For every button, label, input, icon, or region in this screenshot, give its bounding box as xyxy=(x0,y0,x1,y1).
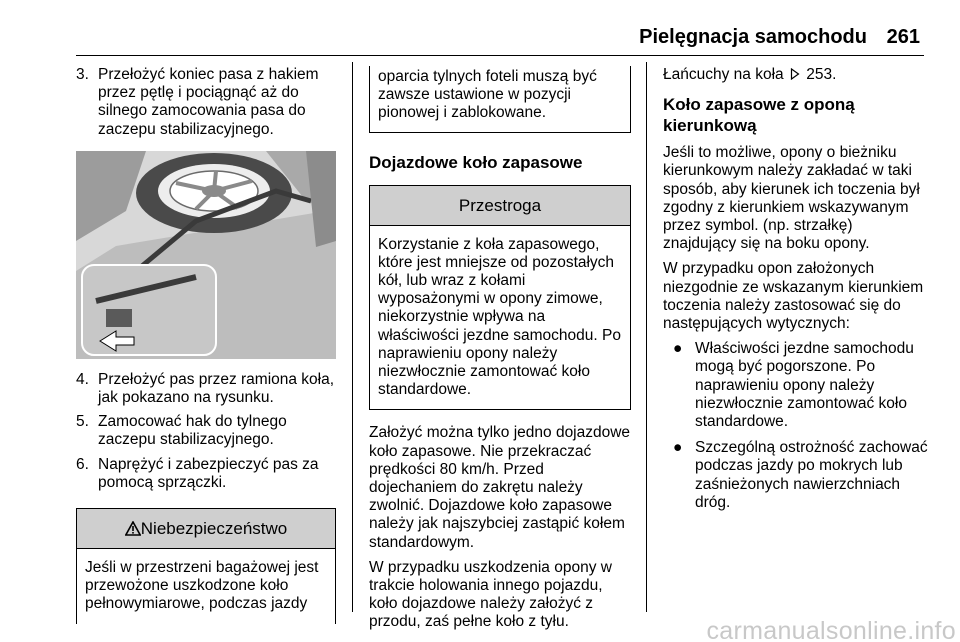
bullet-dot: ● xyxy=(673,439,683,457)
danger-box-body: Jeśli w przestrzeni bagażowej jest przewożone uszkodzone koło pełnowymiarowe, podczas jazdy xyxy=(85,559,319,613)
step-number: 3. xyxy=(76,66,89,83)
cross-reference-page[interactable]: 253. xyxy=(806,66,837,83)
column-3 xyxy=(663,66,928,520)
page-number: 261 xyxy=(886,26,920,48)
bullet-item xyxy=(673,439,928,512)
step-number: 4. xyxy=(76,370,89,388)
step-3 xyxy=(76,66,336,139)
column-divider-2 xyxy=(646,62,647,612)
paragraph: Jeśli to możliwe, opony o bieżniku kierunkowym należy zakładać w taki sposób, aby kierunek ich toczenia był zgodny z kierunkiem wskazywanym przez symbol. (np. strzałkę) znajdujący się na boku opony. xyxy=(663,144,920,253)
step-text: Przełożyć pas przez ramiona koła, jak pokazano na rysunku. xyxy=(98,370,335,407)
caution-box xyxy=(369,185,631,411)
watermark: carmanualsonline.info xyxy=(706,616,956,642)
cross-reference-text: Łańcuchy na koła xyxy=(663,66,784,83)
column-1 xyxy=(76,66,336,624)
page-reference-arrow-icon xyxy=(790,68,800,80)
danger-box-continuation: oparcia tylnych foteli muszą być zawsze ustawione w pozycji pionowej i zablokowane. xyxy=(369,66,631,133)
caution-box-body: Korzystanie z koła zapasowego, które jest mniejsze od pozostałych kół, lub wraz z kołami wyposażonymi w opony zimowe, niekorzystnie wpływa na właściwości jezdne samochodu. Po naprawieniu opony należy niezwłocznie zamontować koło standardowe. xyxy=(378,235,621,399)
subsection-heading: Koło zapasowe z oponą kierunkową xyxy=(663,95,855,136)
step-text: Zamocować hak do tylnego zaczepu stabilizacyjnego. xyxy=(98,413,287,449)
bullet-text: Właściwości jezdne samochodu mogą być pogorszone. Po naprawieniu opony należy niezwłocznie zamontować koło standardowe. xyxy=(695,340,914,431)
step-number: 5. xyxy=(76,413,89,431)
danger-box-title: Niebezpieczeństwo xyxy=(140,519,288,539)
spare-wheel-drawing xyxy=(76,151,336,359)
step-6 xyxy=(76,456,336,492)
danger-box xyxy=(76,508,336,624)
bullet-text: Szczególną ostrożność zachować podczas jazdy po mokrych lub zaśnieżonych nawierzchniach dróg. xyxy=(695,439,928,511)
spare-wheel-illustration xyxy=(76,151,336,359)
paragraph: W przypadku opon założonych niezgodnie ze wskazanym kierunkiem toczenia należy zastosować się do następujących wytycznych: xyxy=(663,260,924,333)
step-number: 6. xyxy=(76,455,89,473)
bullet-item xyxy=(673,340,928,431)
column-2 xyxy=(369,66,631,639)
warning-triangle-icon xyxy=(125,521,141,536)
section-title: Dojazdowe koło zapasowe xyxy=(369,152,583,172)
header-rule xyxy=(76,55,924,56)
bullet-dot: ● xyxy=(673,340,683,358)
paragraph: W przypadku uszkodzenia opony w trakcie holowania innego pojazdu, koło dojazdowe należy założyć z przodu, zaś pełne koło z tyłu. xyxy=(369,558,612,631)
step-5 xyxy=(76,413,336,449)
cross-reference xyxy=(663,66,928,84)
caution-box-header: Przestroga xyxy=(370,186,630,226)
step-text: Przełożyć koniec pasa z hakiem przez pętlę i pociągnąć aż do silnego zamocowania pasa do zaczepu stabilizacyjnego. xyxy=(98,66,319,138)
step-4 xyxy=(76,371,336,407)
paragraph: Założyć można tylko jedno dojazdowe koło zapasowe. Nie przekraczać prędkości 80 km/h. Przed dojechaniem do zakrętu należy zwolnić. Dojazdowe koło zapasowe należy jak najszybciej zastąpić kołem standardowym. xyxy=(369,424,631,551)
page-header-title: Pielęgnacja samochodu xyxy=(639,26,867,48)
step-text: Naprężyć i zabezpieczyć pas za pomocą sprzączki. xyxy=(98,455,319,491)
danger-box-header xyxy=(77,509,335,549)
column-divider-1 xyxy=(352,62,353,612)
